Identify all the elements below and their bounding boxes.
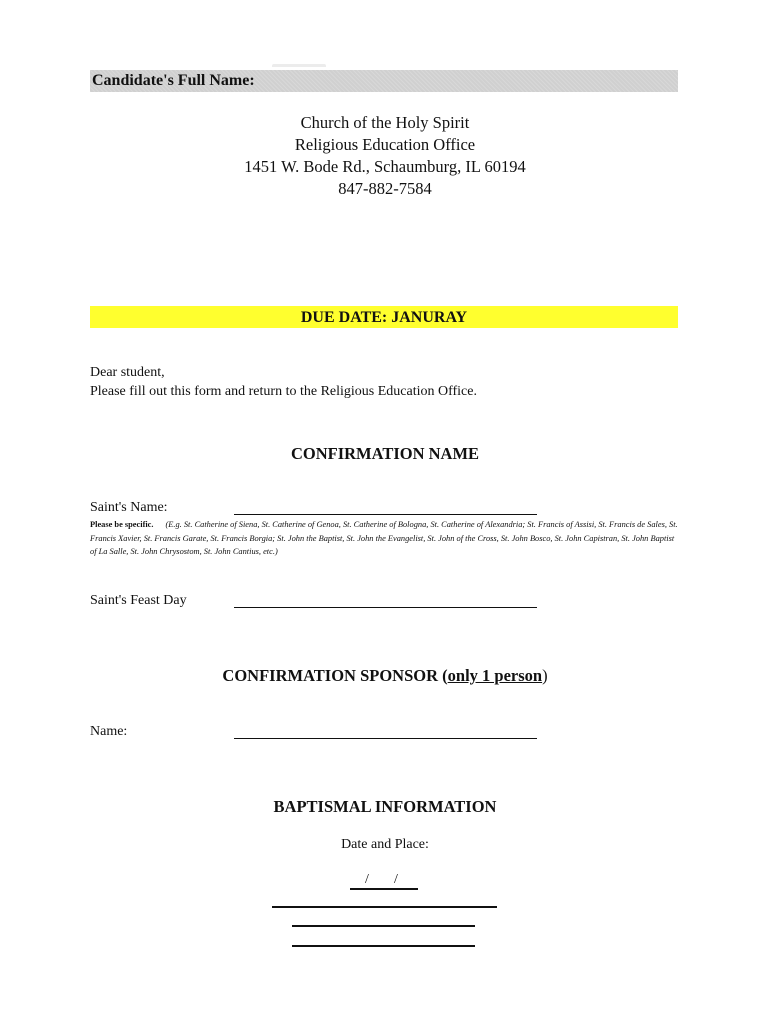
- parish-name: Church of the Holy Spirit: [300, 113, 470, 132]
- office-address: 1451 W. Bode Rd., Schaumburg, IL 60194: [244, 157, 526, 176]
- sponsor-title-underlined: only 1 person: [447, 666, 543, 685]
- sponsor-title: [0, 666, 770, 686]
- sponsor-name-label: Name:: [90, 724, 128, 739]
- baptism-place-line-1[interactable]: [272, 906, 497, 908]
- saints-name-note: [90, 518, 680, 559]
- date-slash-1: /: [365, 872, 369, 887]
- confirmation-name-title: CONFIRMATION NAME: [290, 444, 480, 463]
- due-date-text: DUE DATE: JANURAY: [300, 309, 468, 326]
- baptism-place-line-2[interactable]: [292, 925, 475, 927]
- date-place-label: Date and Place:: [341, 837, 429, 852]
- candidate-name-label: Candidate's Full Name:: [92, 72, 255, 89]
- baptism-title: BAPTISMAL INFORMATION: [273, 797, 497, 816]
- office-name: Religious Education Office: [294, 135, 476, 154]
- sponsor-title-close: ): [542, 666, 548, 685]
- feast-day-label: Saint's Feast Day: [90, 593, 187, 608]
- saints-name-field[interactable]: [234, 514, 537, 515]
- saints-name-label: Saint's Name:: [90, 500, 168, 515]
- office-phone: 847-882-7584: [338, 179, 432, 198]
- date-slash-2: /: [394, 872, 398, 887]
- sponsor-title-main: CONFIRMATION SPONSOR: [222, 666, 443, 685]
- feast-day-field[interactable]: [234, 607, 537, 608]
- note-examples: (E.g. St. Catherine of Siena, St. Catherine of Genoa, St. Catherine of Bologna, St. Catherine of Alexandria; St. Francis of Assisi, St. Francis de Sales, St. Francis Xavier, St. Francis Garate, St. Francis Borgia; St. John the Baptist, St. John the Evangelist, St. John of the Cross, St. John Bosco, St. John Capistran, St. John Baptist of La Salle, St. John Chrysostom, St. John Cantius, etc.): [90, 520, 678, 556]
- sponsor-title-open: (: [442, 666, 448, 685]
- instruction: Please fill out this form and return to the Religious Education Office.: [90, 384, 477, 399]
- parish-header: [0, 112, 770, 200]
- baptism-place-line-3[interactable]: [292, 945, 475, 947]
- sponsor-name-field[interactable]: [234, 738, 537, 739]
- candidate-name-field[interactable]: [90, 70, 678, 92]
- intro-text: [90, 363, 477, 401]
- due-date-banner: [90, 306, 678, 328]
- baptism-date-field[interactable]: [350, 888, 418, 890]
- note-lead: Please be specific.: [90, 520, 154, 529]
- greeting: Dear student,: [90, 365, 165, 380]
